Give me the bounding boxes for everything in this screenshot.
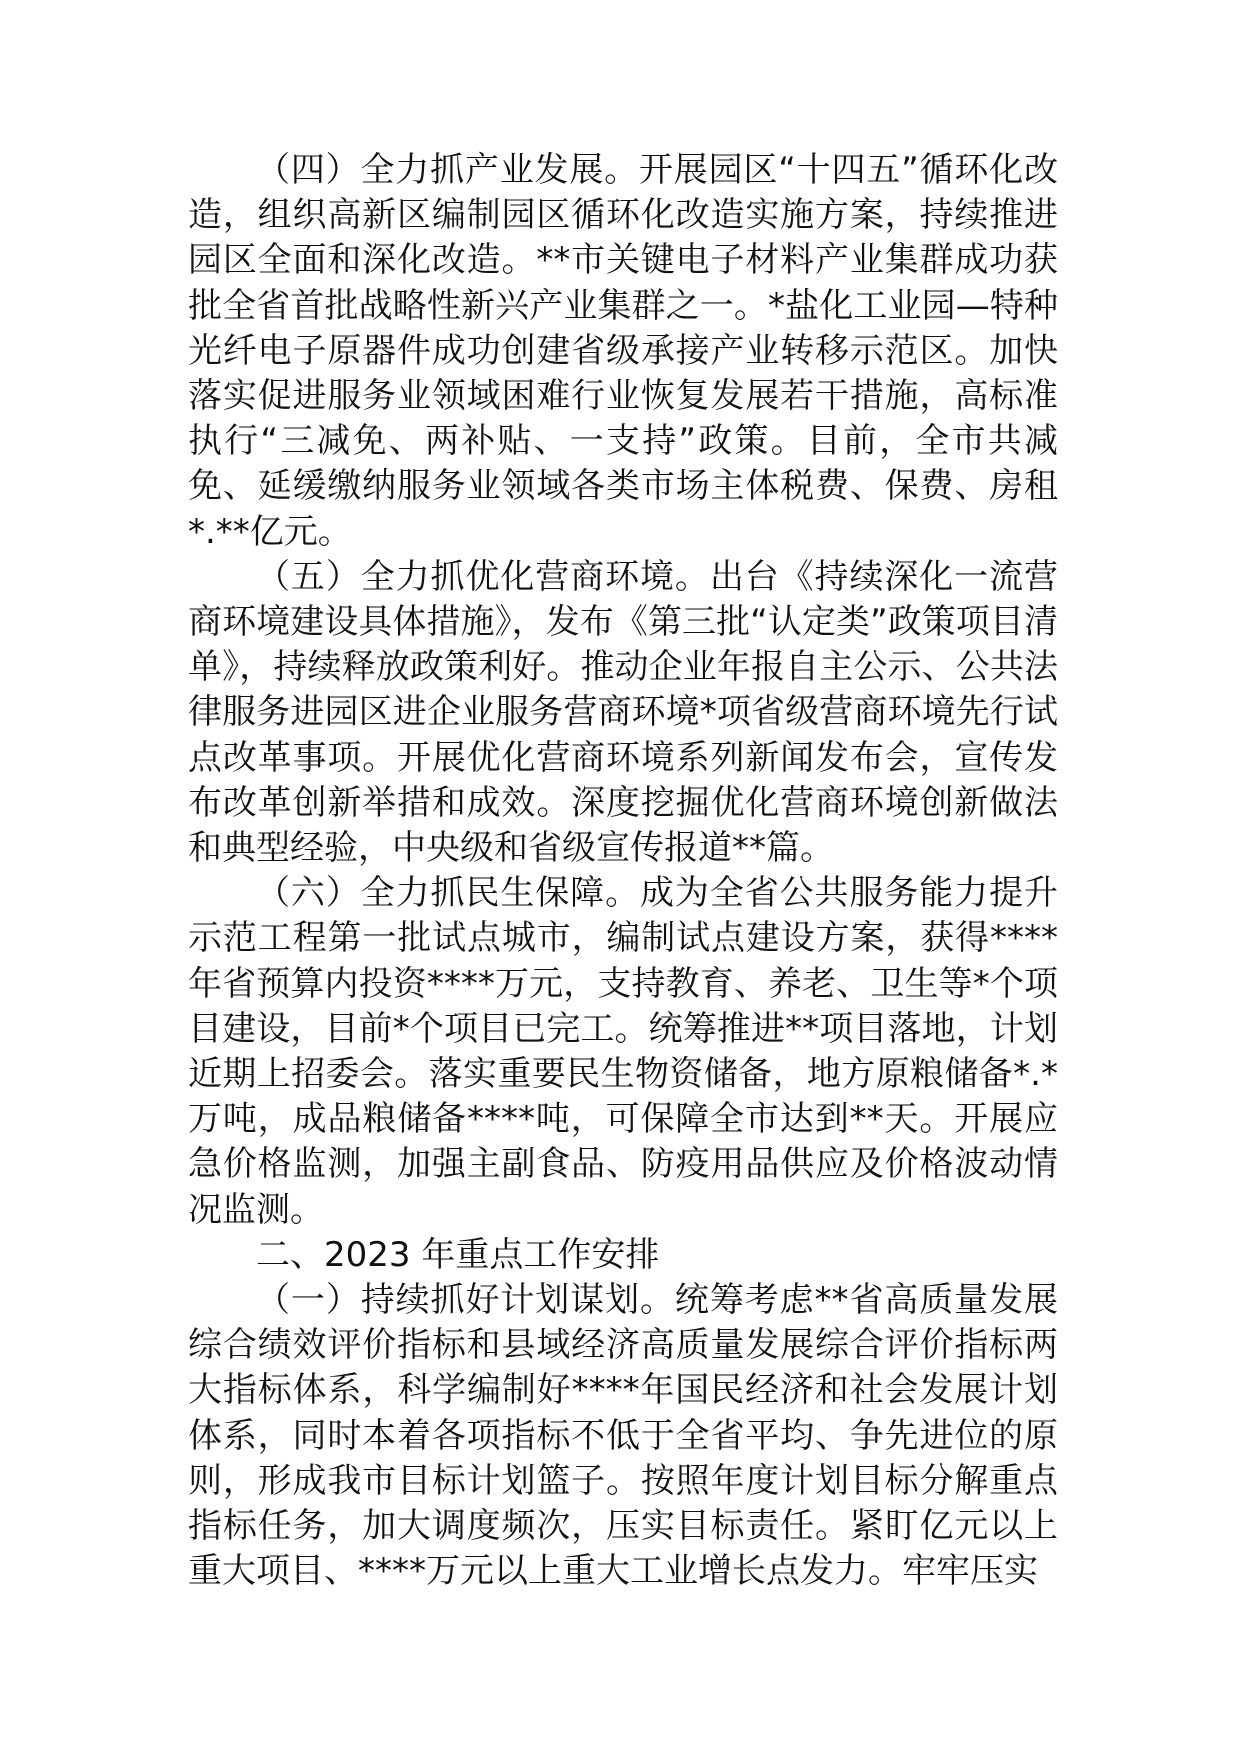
document-body: [188, 148, 1058, 1595]
paragraph-industry-development: （四）全力抓产业发展。开展园区“十四五”循环化改造，组织高新区编制园区循环化改造实施方案，持续推进园区全面和深化改造。**市关键电子材料产业集群成功获批全省首批战略性新兴产业集群之一。*盐化工业园—特种光纤电子原器件成功创建省级承接产业转移示范区。加快落实促进服务业领域困难行业恢复发展若干措施，高标准执行“三减免、两补贴、一支持”政策。目前，全市共减免、延缓缴纳服务业领域各类市场主体税费、保费、房租*.**亿元。: [188, 150, 1058, 552]
section-heading: 二、2023 年重点工作安排: [256, 1234, 660, 1275]
paragraph-business-environment: （五）全力抓优化营商环境。出台《持续深化一流营商环境建设具体措施》，发布《第三批“认定类”政策项目清单》，持续释放政策利好。推动企业年报自主公示、公共法律服务进园区进企业服务营商环境*项省级营商环境先行试点改革事项。开展优化营商环境系列新闻发布会，宣传发布改革创新举措和成效。深度挖掘优化营商环境创新做法和典型经验，中央级和省级宣传报道**篇。: [188, 556, 1058, 869]
paragraph-livelihood-security: （六）全力抓民生保障。成为全省公共服务能力提升示范工程第一批试点城市，编制试点建设方案，获得****年省预算内投资****万元，支持教育、养老、卫生等*个项目建设，目前*个项目已完工。统筹推进**项目落地，计划近期上招委会。落实重要民生物资储备，地方原粮储备*.*万吨，成品粮储备****吨，可保障全市达到**天。开展应急价格监测，加强主副食品、防疫用品供应及价格波动情况监测。: [188, 873, 1058, 1230]
paragraph-planning: （一）持续抓好计划谋划。统筹考虑**省高质量发展综合绩效评价指标和县域经济高质量发展综合评价指标两大指标体系，科学编制好****年国民经济和社会发展计划体系，同时本着各项指标不低于全省平均、争先进位的原则，形成我市目标计划篮子。按照年度计划目标分解重点指标任务，加大调度频次，压实目标责任。紧盯亿元以上重大项目、****万元以上重大工业增长点发力。牢牢压实: [188, 1280, 1058, 1592]
